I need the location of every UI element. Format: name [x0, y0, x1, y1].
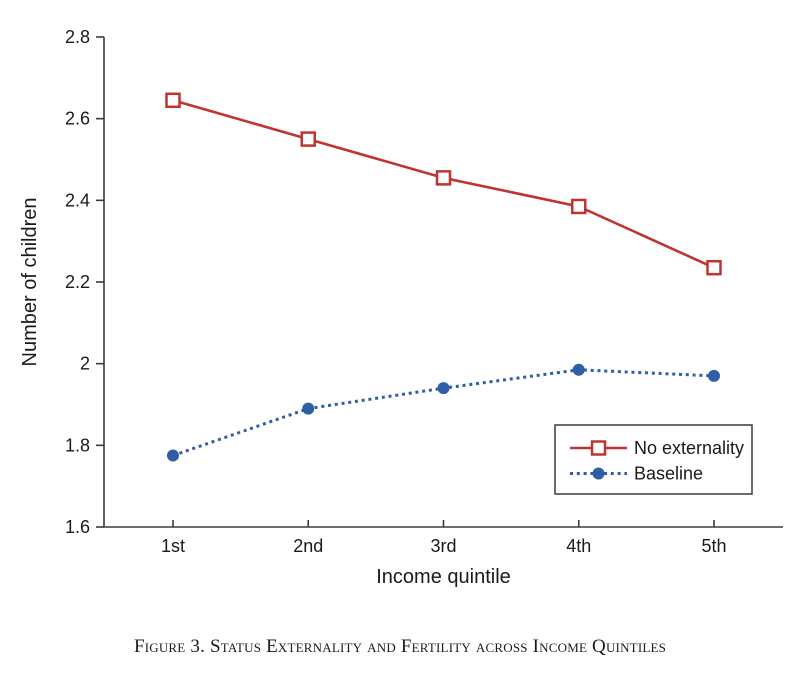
x-axis-title: Income quintile	[376, 566, 511, 588]
y-axis-tick-label: 2.6	[64, 108, 90, 129]
x-axis-tick-label: 3rd	[430, 536, 457, 556]
filled-circle-marker-2nd	[302, 403, 314, 415]
x-axis-tick-label: 5th	[701, 536, 727, 556]
x-axis-tick-label: 1st	[160, 536, 186, 556]
open-square-marker-2nd	[302, 133, 315, 146]
legend-label: No externality	[634, 438, 745, 458]
y-axis-tick-label: 2.4	[64, 190, 90, 211]
legend-marker-filled-circle	[593, 468, 605, 480]
y-axis-tick-label: 1.8	[64, 435, 90, 456]
y-axis-tick-label: 1.6	[64, 517, 90, 537]
open-square-marker-3rd	[437, 171, 450, 184]
y-axis-title: Number of children	[19, 197, 41, 367]
legend-marker-open-square	[592, 442, 605, 455]
open-square-marker-1st	[167, 94, 180, 107]
legend-label: Baseline	[634, 463, 704, 484]
filled-circle-marker-3rd	[438, 382, 450, 394]
filled-circle-marker-1st	[167, 450, 179, 462]
y-axis-tick-label: 2	[79, 353, 90, 374]
figure-caption: Figure 3. Status Externality and Fertility across Income Quintiles	[133, 636, 667, 657]
y-axis-tick-label: 2.2	[64, 272, 90, 292]
y-axis-tick-label: 2.8	[64, 27, 90, 47]
legend-box	[555, 425, 752, 494]
filled-circle-marker-5th	[708, 370, 720, 382]
filled-circle-marker-4th	[573, 364, 585, 376]
open-square-marker-4th	[572, 200, 585, 213]
x-axis-tick-label: 2nd	[293, 536, 324, 556]
open-square-marker-5th	[708, 261, 721, 274]
x-axis-tick-label: 4th	[566, 536, 592, 556]
